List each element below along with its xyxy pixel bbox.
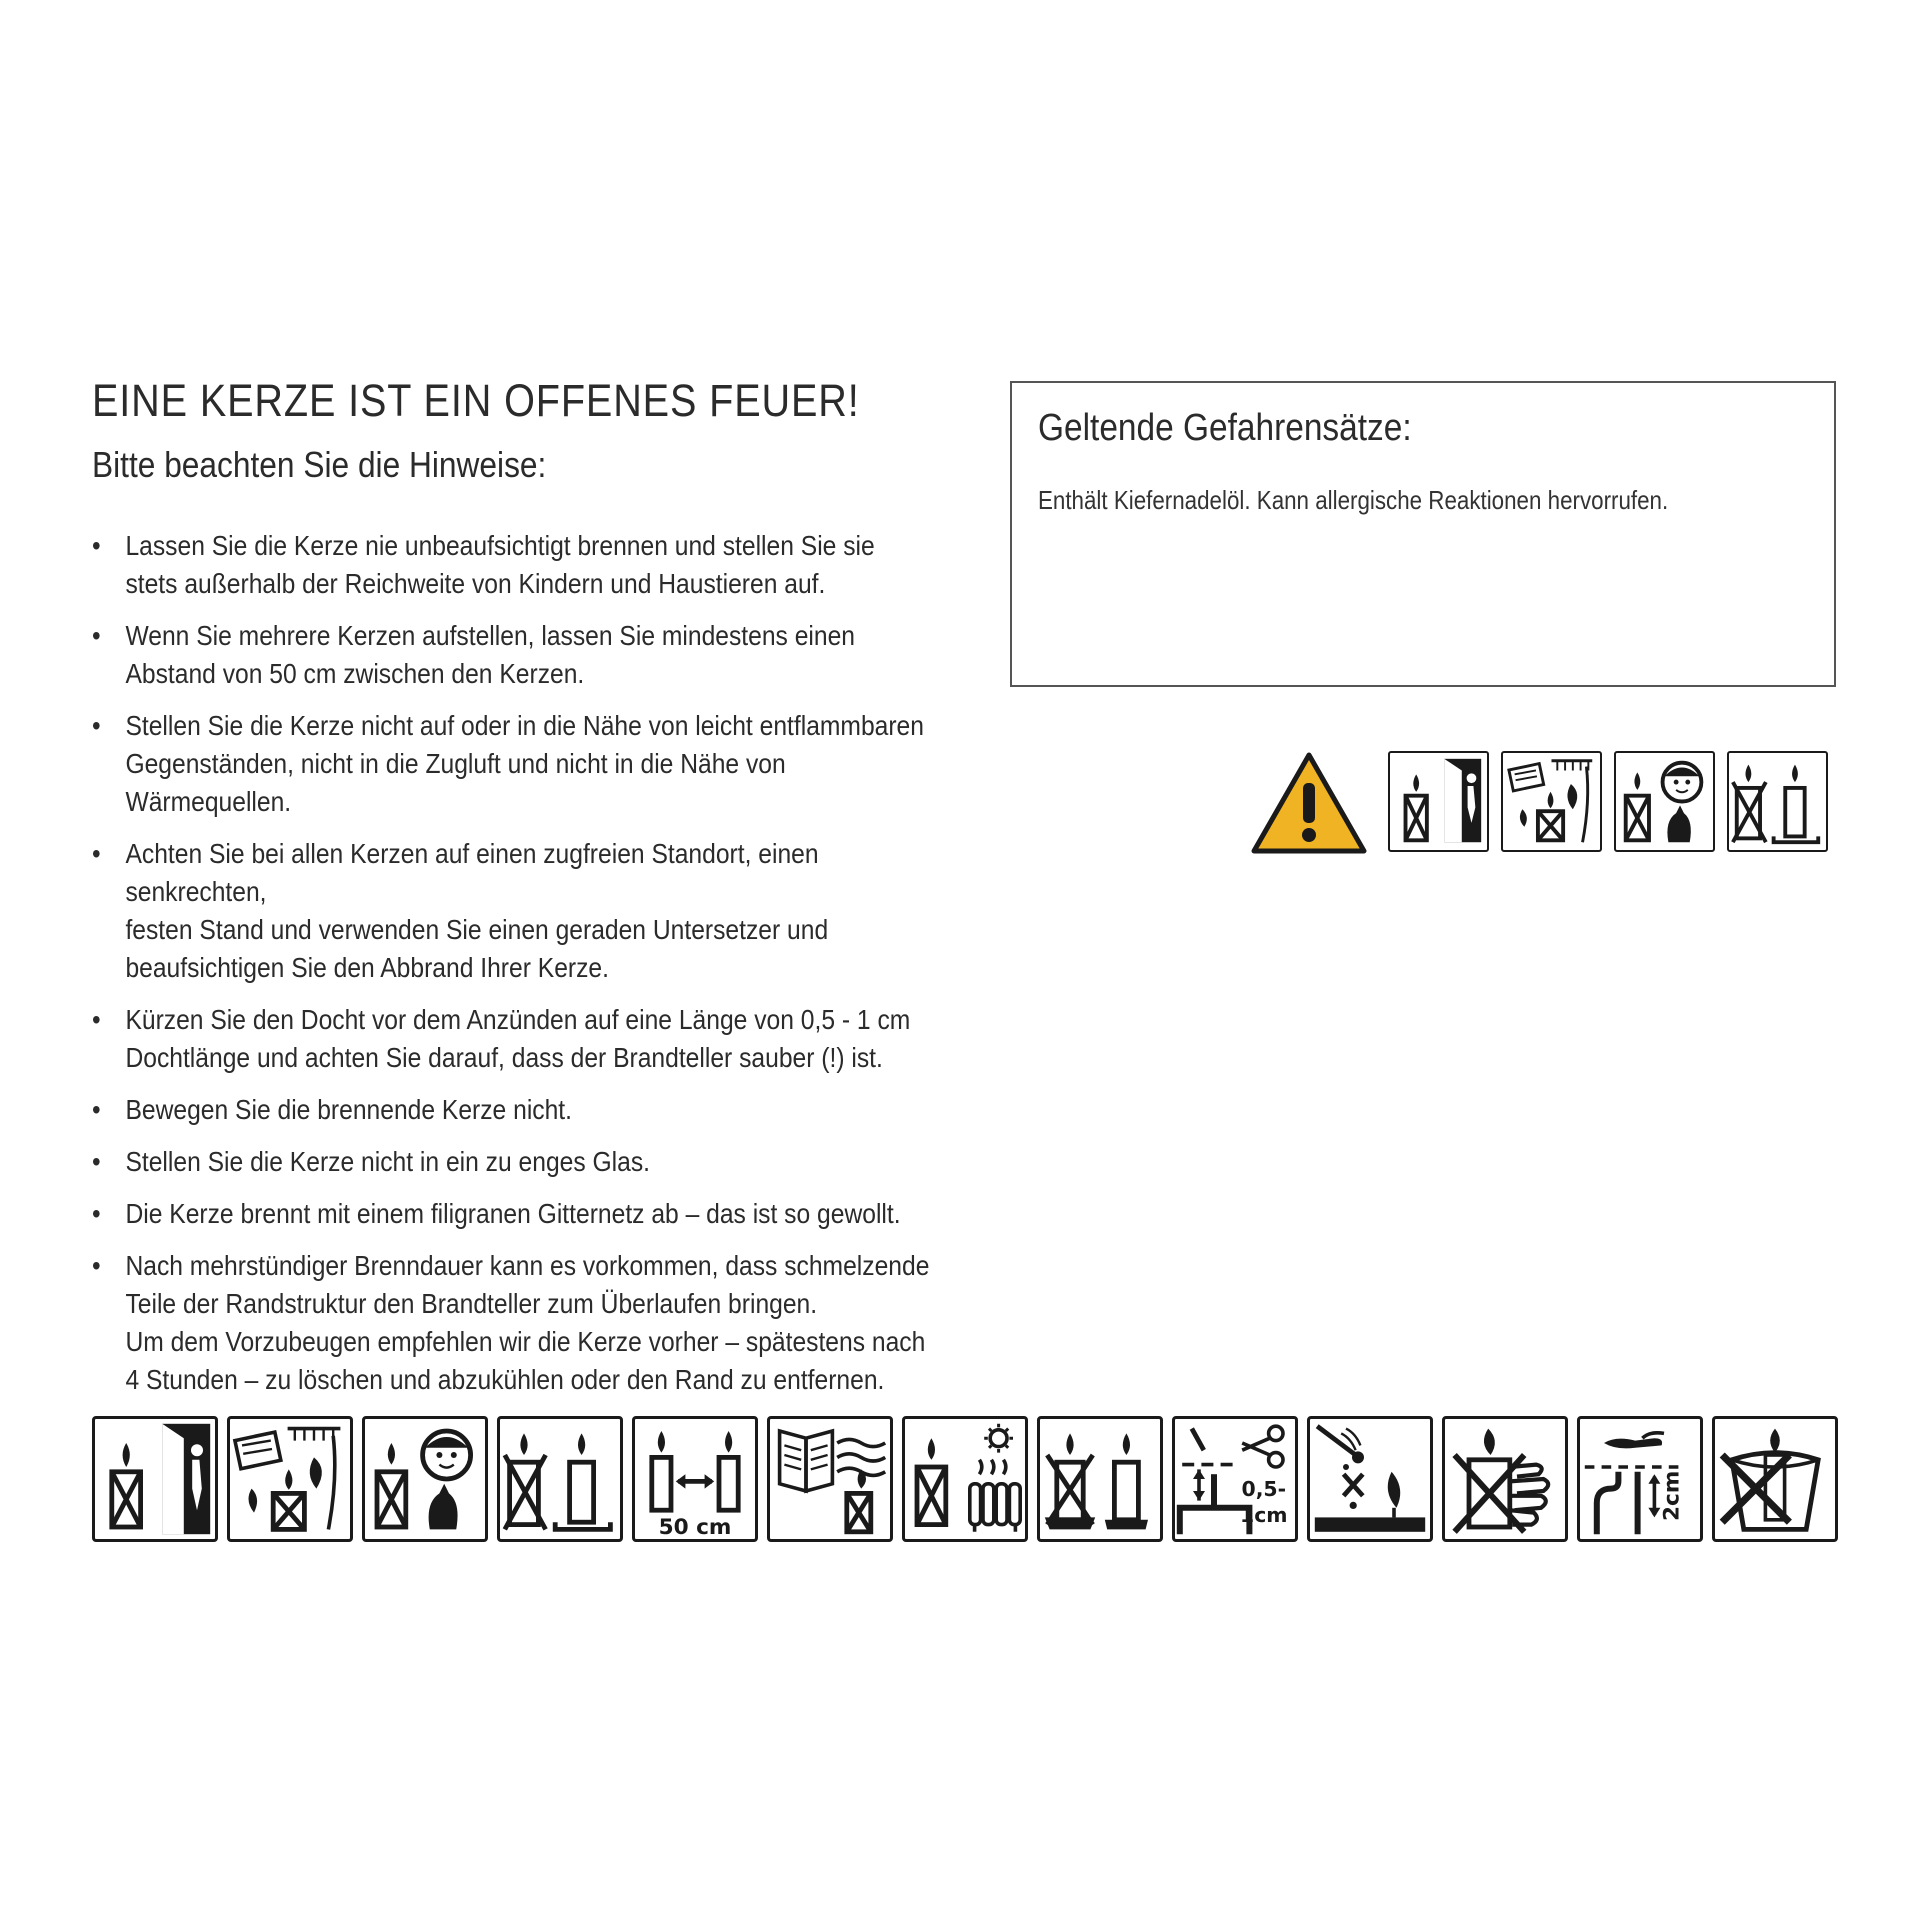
draft-icon <box>767 1416 893 1542</box>
wick-height-icon <box>1577 1416 1703 1542</box>
distance-50cm-icon <box>632 1416 758 1542</box>
trim-wick-icon <box>1172 1416 1298 1542</box>
candle-spacing-icon <box>1727 751 1828 852</box>
page-title: EINE KERZE IST EIN OFFENES FEUER! <box>92 375 860 426</box>
hazard-statement: Enthält Kiefernadelöl. Kann allergische Reaktionen hervorrufen. <box>1038 485 1669 515</box>
hint-list <box>92 527 930 1399</box>
candle-spacing-icon <box>497 1416 623 1542</box>
list-item: • Stellen Sie die Kerze nicht auf oder in die Nähe von leicht entflammbaren Gegenständen, nicht in die Zugluft und nicht in die Nähe von Wärmequellen. <box>92 707 935 821</box>
flammable-objects-icon <box>1501 751 1602 852</box>
list-item: • Kürzen Sie den Docht vor dem Anzünden auf eine Länge von 0,5 - 1 cm Dochtlänge und achten Sie darauf, dass der Brandteller sauber (!) ist. <box>92 1001 935 1077</box>
match-debris-icon <box>1307 1416 1433 1542</box>
warning-triangle-icon <box>1250 751 1368 855</box>
hazard-title: Geltende Gefahrensätze: <box>1038 407 1412 449</box>
list-item: • Wenn Sie mehrere Kerzen aufstellen, lassen Sie mindestens einen Abstand von 50 cm zwischen den Kerzen. <box>92 617 935 693</box>
unattended-candle-icon <box>1388 751 1489 852</box>
heat-source-icon <box>902 1416 1028 1542</box>
children-pets-icon <box>362 1416 488 1542</box>
wick-height-label: 2cm <box>1659 1470 1685 1521</box>
narrow-glass-icon <box>1712 1416 1838 1542</box>
wick-length-label: 0,5- <box>1241 1476 1287 1501</box>
children-pets-icon <box>1614 751 1715 852</box>
distance-label: 50 cm <box>658 1515 732 1539</box>
list-item: • Achten Sie bei allen Kerzen auf einen zugfreien Standort, einen senkrechten, festen Stand und verwenden Sie einen geraden Untersetzer und beaufsichtigen Sie den Abbrand Ihrer Kerze. <box>92 835 935 987</box>
instructions-section <box>92 375 930 1413</box>
do-not-move-icon <box>1442 1416 1568 1542</box>
list-item: • Nach mehrstündiger Brenndauer kann es vorkommen, dass schmelzende Teile der Randstruktur den Brandteller zum Überlaufen bringen. Um dem Vorzubeugen empfehlen wir die Kerze vorher – spätestens nach 4 Stunden – zu löschen und abzukühlen oder den Rand zu entfernen. <box>92 1247 935 1399</box>
page-subtitle: Bitte beachten Sie die Hinweise: <box>92 444 547 485</box>
flammable-objects-icon <box>227 1416 353 1542</box>
unattended-candle-icon <box>92 1416 218 1542</box>
tilted-candle-icon <box>1037 1416 1163 1542</box>
list-item: • Stellen Sie die Kerze nicht in ein zu enges Glas. <box>92 1143 935 1181</box>
hazard-box <box>1010 381 1836 687</box>
list-item: • Lassen Sie die Kerze nie unbeaufsichtigt brennen und stellen Sie sie stets außerhalb der Reichweite von Kindern und Haustieren auf. <box>92 527 935 603</box>
list-item: • Die Kerze brennt mit einem filigranen Gitternetz ab – das ist so gewollt. <box>92 1195 935 1233</box>
list-item: • Bewegen Sie die brennende Kerze nicht. <box>92 1091 935 1129</box>
wick-length-unit-label: 1cm <box>1240 1503 1288 1528</box>
